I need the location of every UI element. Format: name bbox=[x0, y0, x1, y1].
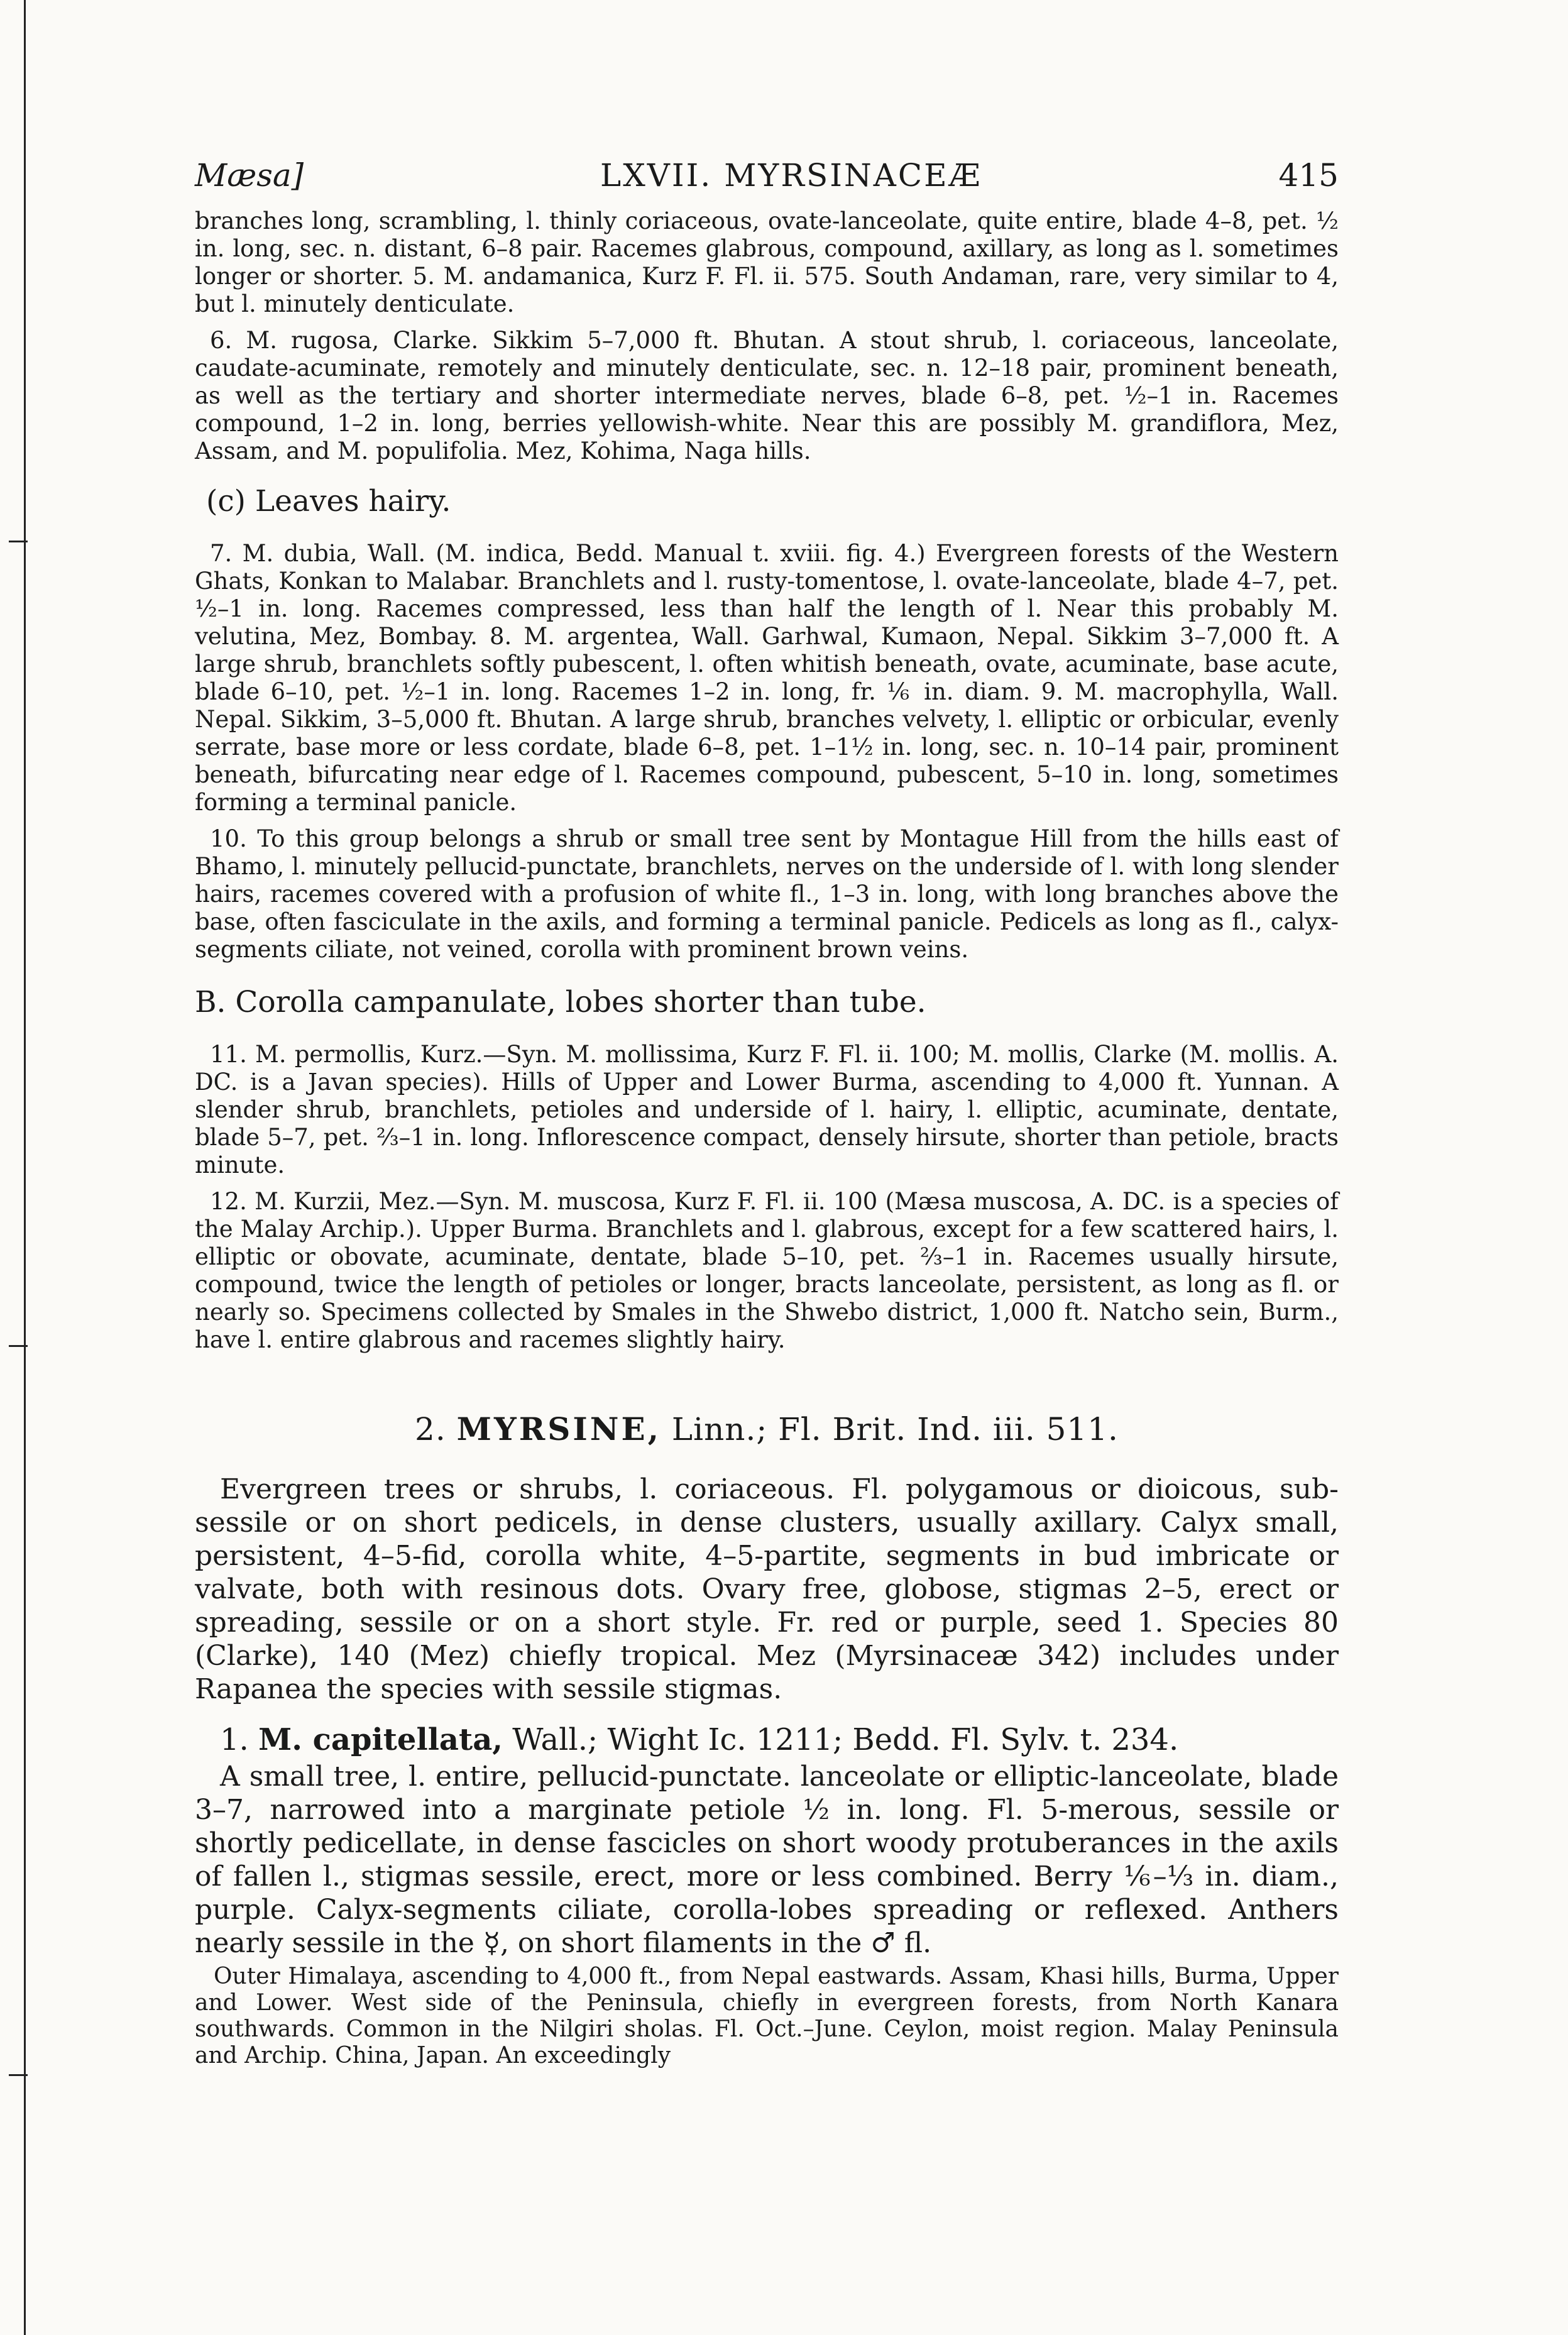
species-name: M. capitellata, bbox=[258, 1722, 503, 1757]
page-body bbox=[195, 157, 1339, 2069]
species-description: A small tree, l. entire, pellucid-punctate. lanceolate or elliptic-lanceolate, blade 3–7, narrowed into a marginate petiole ½ in. long. Fl. 5-merous, sessile or shortly pedicellate, in dense fascicles on short woody protuberances in the axils of fallen l., stigmas sessile, erect, more or less combined. Berry ⅙–⅓ in. diam., purple. Calyx-segments ciliate, corolla-lobes spreading or reflexed. Anthers nearly sessile in the ☿, on short filaments in the ♂ fl. bbox=[195, 1761, 1339, 1959]
species-authority: Wall.; Wight Ic. 1211; Bedd. Fl. Sylv. t. 234. bbox=[512, 1722, 1179, 1757]
genus-name: MYRSINE, bbox=[456, 1410, 661, 1448]
running-head bbox=[195, 157, 1339, 194]
margin-tick bbox=[9, 1345, 28, 1347]
left-margin-rule bbox=[24, 0, 26, 2335]
running-head-family: LXVII. MYRSINACEÆ bbox=[600, 157, 982, 194]
paragraph-species-10: 10. To this group belongs a shrub or small tree sent by Montague Hill from the hills east of Bhamo, l. minutely pellucid-punctate, branchlets, nerves on the underside of l. with long slender hairs, racemes covered with a profusion of white fl., 1–3 in. long, with long branches above the base, often fasciculate in the axils, and forming a terminal panicle. Pedicels as long as fl., calyx-segments ciliate, not veined, corolla with prominent brown veins. bbox=[195, 825, 1339, 963]
margin-tick bbox=[9, 2074, 28, 2076]
species-number: 1. bbox=[220, 1722, 249, 1757]
genus-description: Evergreen trees or shrubs, l. coriaceous. Fl. polygamous or dioicous, sub-sessile or on short pedicels, in dense clusters, usually axillary. Calyx small, persistent, 4–5-fid, corolla white, 4–5-partite, segments in bud imbricate or valvate, both with resinous dots. Ovary free, globose, stigmas 2–5, erect or spreading, sessile or on a short style. Fr. red or purple, seed 1. Species 80 (Clarke), 140 (Mez) chiefly tropical. Mez (Myrsinaceæ 342) includes under Rapanea the species with sessile stigmas. bbox=[195, 1473, 1339, 1705]
section-heading-leaves-hairy: (c) Leaves hairy. bbox=[206, 484, 451, 519]
genus-heading bbox=[195, 1410, 1339, 1448]
page-number: 415 bbox=[1278, 157, 1339, 194]
paragraph-species-7-9: 7. M. dubia, Wall. (M. indica, Bedd. Manual t. xviii. fig. 4.) Evergreen forests of the Western Ghats, Konkan to Malabar. Branchlets and l. rusty-tomentose, l. ovate-lanceolate, blade 4–7, pet. ½–1 in. long. Racemes compressed, less than half the length of l. Near this probably M. velutina, Mez, Bombay. 8. M. argentea, Wall. Garhwal, Kumaon, Nepal. Sikkim 3–7,000 ft. A large shrub, branchlets softly pubescent, l. often whitish beneath, ovate, acuminate, base acute, blade 6–10, pet. ½–1 in. long. Racemes 1–2 in. long, fr. ⅙ in. diam. 9. M. macrophylla, Wall. Nepal. Sikkim, 3–5,000 ft. Bhutan. A large shrub, branches velvety, l. elliptic or orbicular, evenly serrate, base more or less cordate, blade 6–8, pet. 1–1½ in. long, sec. n. 10–14 pair, prominent beneath, bifurcating near edge of l. Racemes compound, pubescent, 5–10 in. long, sometimes forming a terminal panicle. bbox=[195, 540, 1339, 816]
species-heading bbox=[195, 1722, 1339, 1757]
section-heading-corolla-campanulate: B. Corolla campanulate, lobes shorter than tube. bbox=[195, 985, 926, 1019]
species-distribution-note: Outer Himalaya, ascending to 4,000 ft., from Nepal eastwards. Assam, Khasi hills, Burma, Upper and Lower. West side of the Peninsula, chiefly in evergreen forests, from North Kanara southwards. Common in the Nilgiri sholas. Fl. Oct.–June. Ceylon, moist region. Malay Peninsula and Archip. China, Japan. An exceedingly bbox=[195, 1964, 1339, 2069]
genus-authority: Linn.; Fl. Brit. Ind. iii. 511. bbox=[671, 1411, 1119, 1448]
paragraph-continued: branches long, scrambling, l. thinly coriaceous, ovate-lanceolate, quite entire, blade 4–8, pet. ½ in. long, sec. n. distant, 6–8 pair. Racemes glabrous, compound, axillary, as long as l. sometimes longer or shorter. 5. M. andamanica, Kurz F. Fl. ii. 575. South Andaman, rare, very similar to 4, but l. minutely denticulate. bbox=[195, 207, 1339, 317]
running-head-genus: Mæsa] bbox=[195, 157, 304, 194]
paragraph-species-11: 11. M. permollis, Kurz.—Syn. M. mollissima, Kurz F. Fl. ii. 100; M. mollis, Clarke (M. mollis. A. DC. is a Javan species). Hills of Upper and Lower Burma, ascending to 4,000 ft. Yunnan. A slender shrub, branchlets, petioles and underside of l. hairy, l. elliptic, acuminate, dentate, blade 5–7, pet. ⅔–1 in. long. Inflorescence compact, densely hirsute, shorter than petiole, bracts minute. bbox=[195, 1041, 1339, 1178]
margin-tick bbox=[9, 541, 28, 542]
genus-number: 2. bbox=[415, 1411, 446, 1448]
paragraph-species-6: 6. M. rugosa, Clarke. Sikkim 5–7,000 ft. Bhutan. A stout shrub, l. coriaceous, lanceolate, caudate-acuminate, remotely and minutely denticulate, sec. n. 12–18 pair, prominent beneath, as well as the tertiary and shorter intermediate nerves, blade 6–8, pet. ½–1 in. Racemes compound, 1–2 in. long, berries yellowish-white. Near this are possibly M. grandiflora, Mez, Assam, and M. populifolia. Mez, Kohima, Naga hills. bbox=[195, 327, 1339, 464]
paragraph-species-12: 12. M. Kurzii, Mez.—Syn. M. muscosa, Kurz F. Fl. ii. 100 (Mæsa muscosa, A. DC. is a species of the Malay Archip.). Upper Burma. Branchlets and l. glabrous, except for a few scattered hairs, l. elliptic or obovate, acuminate, dentate, blade 5–10, pet. ⅔–1 in. Racemes usually hirsute, compound, twice the length of petioles or longer, bracts lanceolate, persistent, as long as fl. or nearly so. Specimens collected by Smales in the Shwebo district, 1,000 ft. Natcho sein, Burm., have l. entire glabrous and racemes slightly hairy. bbox=[195, 1188, 1339, 1353]
